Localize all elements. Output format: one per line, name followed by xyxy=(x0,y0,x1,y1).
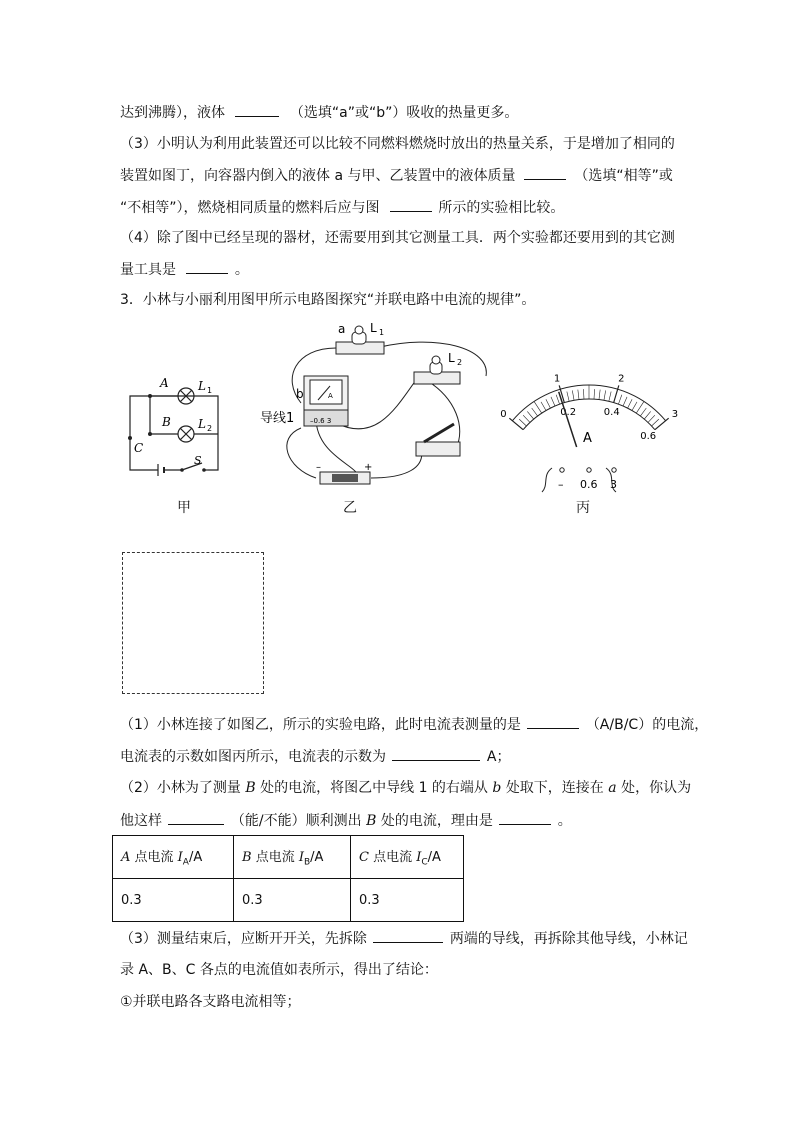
table-header-cell: B 点电流 $I_B/A$ xyxy=(234,836,351,879)
svg-text:L: L xyxy=(370,321,377,335)
dial-bottom-label: 0.6 xyxy=(640,431,657,443)
dial-tick xyxy=(644,411,650,419)
q3-p1-line2: 电流表的示数如图丙所示，电流表的示数为 A； xyxy=(120,746,510,767)
current-table xyxy=(112,835,464,922)
svg-text:–: – xyxy=(316,462,321,473)
q3-p2-line1: （2）小林为了测量 B 处的电流，将图乙中导线 1 的右端从 b 处取下，连接在 a 处，你认为 xyxy=(120,780,692,796)
dial-tick xyxy=(556,395,559,404)
q3-title: 3．小林与小丽利用图甲所示电路图探究“并联电路中电流的规律”。 xyxy=(120,292,536,308)
answer-blank[interactable] xyxy=(499,810,551,825)
dial-tick xyxy=(632,402,637,411)
svg-text:L: L xyxy=(198,417,206,431)
answer-blank[interactable] xyxy=(390,197,432,212)
dial-tick xyxy=(534,401,542,413)
answer-blank[interactable] xyxy=(235,102,279,117)
dial-tick xyxy=(523,415,530,422)
answer-blank[interactable] xyxy=(524,165,566,180)
svg-text:b: b xyxy=(296,387,304,401)
dial-unit: A xyxy=(583,431,592,446)
svg-text:B: B xyxy=(162,415,171,429)
dial-top-label: 2 xyxy=(618,373,625,385)
dial-tick xyxy=(551,397,555,406)
q3-p3-line2: 录 A、B、C 各点的电流值如表所示，得出了结论： xyxy=(120,962,438,978)
answer-blank[interactable] xyxy=(373,928,443,943)
dashed-drawing-box[interactable] xyxy=(122,552,264,694)
dial-top-label: 3 xyxy=(671,409,679,421)
dial-tick xyxy=(541,402,546,411)
svg-text:S: S xyxy=(194,454,202,467)
table-cell: 0.3 xyxy=(113,879,234,922)
dial-ticks xyxy=(509,385,668,430)
circuit-diagram-jia xyxy=(118,370,248,480)
caption-bing: 丙 xyxy=(576,500,590,516)
dial-tick xyxy=(532,408,538,416)
dial-tick xyxy=(655,418,669,430)
svg-text:–0.6 3: –0.6 3 xyxy=(310,417,332,425)
caption-yi: 乙 xyxy=(343,500,357,516)
svg-text:A: A xyxy=(328,392,333,400)
answer-blank[interactable] xyxy=(186,259,228,274)
q2-p3-line3: “不相等”），燃烧相同质量的燃料后应与图 所示的实验相比较。 xyxy=(120,197,564,218)
svg-text:+: + xyxy=(364,462,373,473)
terminal-3 xyxy=(612,468,616,472)
q3-p3-line3: ①并联电路各支路电流相等； xyxy=(120,994,301,1010)
q2-p4-line2: 量工具是 。 xyxy=(120,259,249,280)
svg-text:a: a xyxy=(338,322,346,336)
dial-tick xyxy=(636,401,644,413)
svg-text:导线1: 导线1 xyxy=(260,411,295,426)
table-cell: 0.3 xyxy=(234,879,351,922)
dial-tick xyxy=(618,395,621,404)
terminal-neg xyxy=(560,468,564,472)
table-cell: 0.3 xyxy=(351,879,464,922)
dial-tick xyxy=(583,389,584,399)
svg-text:3: 3 xyxy=(610,478,617,491)
ammeter-dial-bing xyxy=(494,360,684,500)
dial-tick xyxy=(578,390,579,400)
battery-device xyxy=(320,472,370,484)
switch-device xyxy=(416,424,460,456)
svg-text:2: 2 xyxy=(457,358,463,367)
dial-tick xyxy=(519,419,526,426)
dial-tick xyxy=(572,390,574,400)
svg-text:1: 1 xyxy=(207,386,213,395)
dial-bottom-label: 0.2 xyxy=(560,407,577,419)
circuit-photo-yi xyxy=(256,318,496,498)
q3-p2-line2: 他这样 （能/不能）顺利测出 B 处的电流，理由是 。 xyxy=(120,810,572,831)
dial-arc xyxy=(523,399,655,430)
svg-text:–: – xyxy=(558,478,564,491)
svg-text:A: A xyxy=(160,376,169,390)
dial-tick xyxy=(652,419,659,426)
dial-bottom-label: 0.4 xyxy=(603,407,620,419)
dial-tick xyxy=(623,397,627,406)
q3-p1-line1: （1）小林连接了如图乙，所示的实验电路，此时电流表测量的是 （A/B/C）的电流， xyxy=(120,714,708,735)
dial-tick xyxy=(509,418,523,430)
q2-p3-line2: 装置如图丁，向容器内倒入的液体 a 与甲、乙装置中的液体质量 （选填“相等”或 xyxy=(120,165,673,186)
svg-text:C: C xyxy=(134,441,144,455)
table-header-row xyxy=(113,836,464,879)
dial-top-label: 1 xyxy=(553,373,561,385)
dial-tick xyxy=(527,411,533,419)
table-header-cell: C 点电流 $I_C/A$ xyxy=(351,836,464,879)
dial-tick xyxy=(546,399,550,408)
answer-blank[interactable] xyxy=(392,746,480,761)
answer-blank[interactable] xyxy=(168,810,224,825)
dial-top-label: 0 xyxy=(500,409,507,421)
table-row xyxy=(113,879,464,922)
dial-tick xyxy=(594,389,595,399)
svg-text:0.6: 0.6 xyxy=(580,478,598,491)
dial-tick xyxy=(648,415,655,422)
terminal-06 xyxy=(587,468,591,472)
q3-p3-line1: （3）测量结束后，应断开开关，先拆除 两端的导线，再拆除其他导线，小林记 xyxy=(120,928,688,949)
svg-text:L: L xyxy=(448,351,455,365)
svg-text:2: 2 xyxy=(207,424,213,433)
svg-text:1: 1 xyxy=(379,328,385,337)
svg-text:L: L xyxy=(198,379,206,393)
q2-p4-line1: （4）除了图中已经呈现的器材，还需要用到其它测量工具．两个实验都还要用到的其它测 xyxy=(120,230,675,246)
dial-tick xyxy=(640,408,646,416)
dial-tick xyxy=(599,390,600,400)
table-header-cell: A 点电流 $I_A/A$ xyxy=(113,836,234,879)
dial-tick xyxy=(628,399,632,408)
q2-line-liquid: 达到沸腾），液体 （选填“a”或“b”）吸收的热量更多。 xyxy=(120,102,518,123)
q2-p3-line1: （3）小明认为利用此装置还可以比较不同燃料燃烧时放出的热量关系，于是增加了相同的 xyxy=(120,136,675,152)
dial-tick xyxy=(604,390,606,400)
dial-tick xyxy=(567,392,569,402)
dial-tick xyxy=(609,392,611,402)
answer-blank[interactable] xyxy=(527,714,579,729)
caption-jia: 甲 xyxy=(177,500,191,516)
